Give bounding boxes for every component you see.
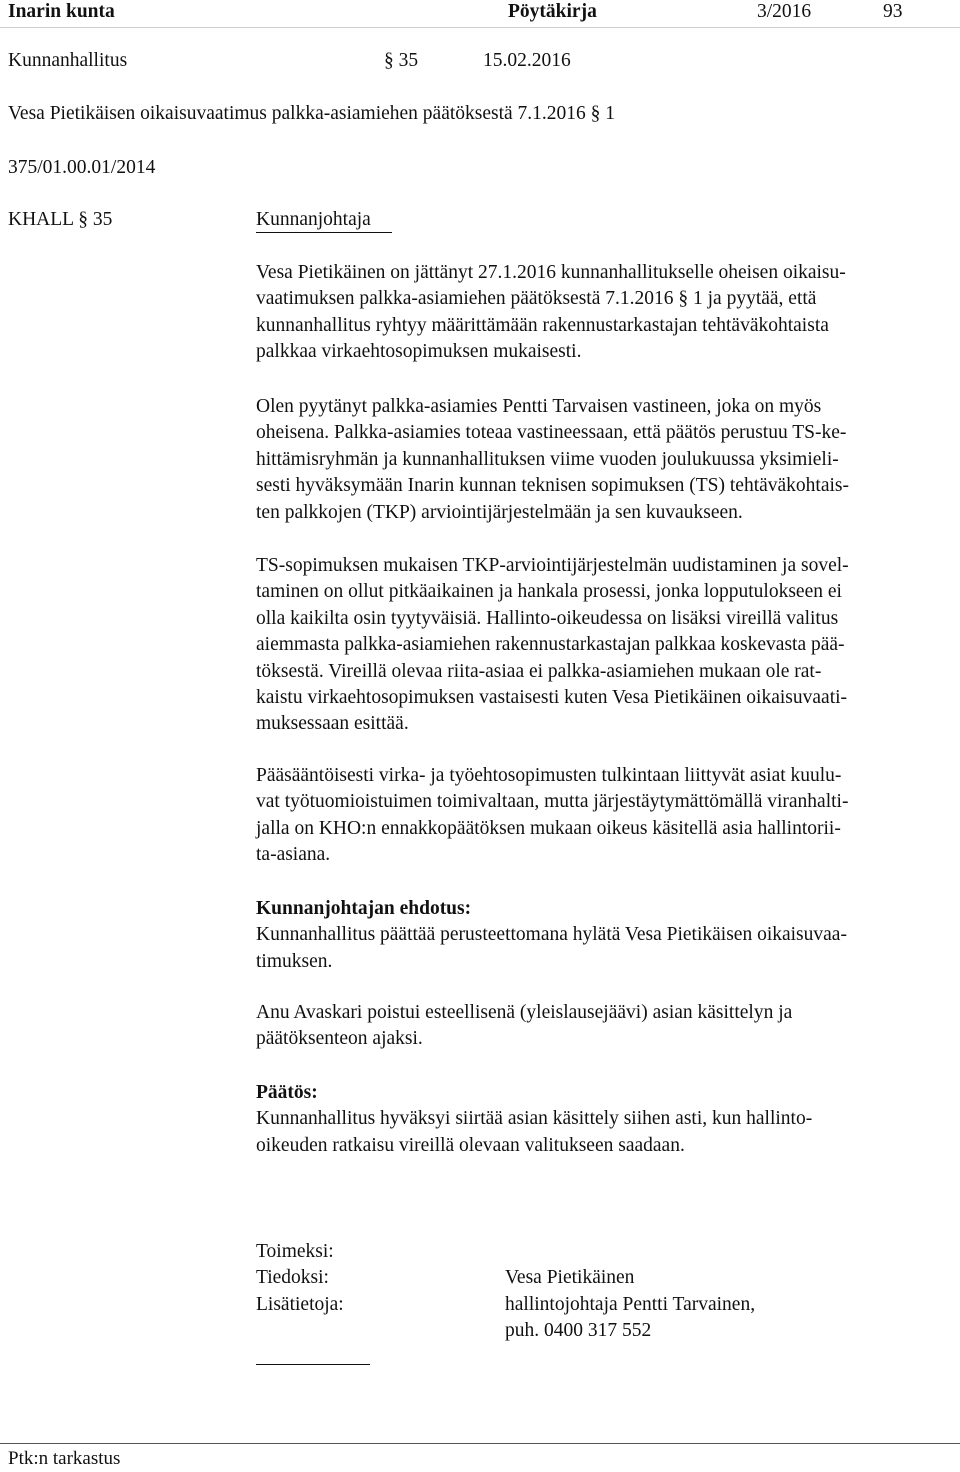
organ-name: Kunnanhallitus xyxy=(8,50,128,71)
paragraph-line: Olen pyytänyt palkka-asiamies Pentti Tarvaisen vastineen, joka on myös xyxy=(256,396,822,417)
document-number: 3/2016 xyxy=(757,1,812,22)
paragraph-line: sesti hyväksymään Inarin kunnan teknisen sopimuksen (TS) tehtäväkohtais- xyxy=(256,475,849,497)
paragraph-line: Vesa Pietikäinen on jättänyt 27.1.2016 kunnanhallitukselle oheisen oikaisu- xyxy=(256,262,846,283)
paragraph-line: jalla on KHO:n ennakkopäätöksen mukaan oikeus käsitellä asia hallintorii- xyxy=(256,817,841,839)
lisatietoja-phone: puh. 0400 317 552 xyxy=(505,1320,652,1341)
meeting-date: 15.02.2016 xyxy=(483,50,571,71)
paragraph-line: vat työtuomioistuimen toimivaltaan, mutta järjestäytymättömällä viranhalti- xyxy=(256,791,849,813)
paragraph-line: kaistu virkaehtosopimuksen vastaisesti kuten Vesa Pietikäinen oikaisuvaati- xyxy=(256,686,848,708)
paragraph-line: TS-sopimuksen mukaisen TKP-arviointijärjestelmän uudistaminen ja sovel- xyxy=(256,555,849,576)
proposal-line: timuksen. xyxy=(256,950,333,972)
paragraph-3 xyxy=(256,553,956,738)
disqualification-note xyxy=(256,1000,956,1053)
footer-check-label: Ptk:n tarkastus xyxy=(8,1448,121,1469)
paragraph-line: Pääsääntöisesti virka- ja työehtosopimusten tulkintaan liittyvät asiat kuulu- xyxy=(256,765,842,786)
page-title: Vesa Pietikäisen oikaisuvaatimus palkka-asiamiehen päätöksestä 7.1.2016 § 1 xyxy=(8,103,616,124)
municipality-name: Inarin kunta xyxy=(8,1,115,22)
document-type: Pöytäkirja xyxy=(508,1,597,22)
paragraph-line: palkkaa virkaehtosopimuksen mukaisesti. xyxy=(256,341,582,363)
decision-heading: Päätös: xyxy=(256,1082,318,1103)
khall-reference: KHALL § 35 xyxy=(8,209,113,230)
paragraph-2 xyxy=(256,394,956,526)
presenter-label: Kunnanjohtaja xyxy=(256,209,371,230)
paragraph-line: ten palkkojen (TKP) arviointijärjestelmään ja sen kuvaukseen. xyxy=(256,501,743,523)
footer-divider xyxy=(0,1443,960,1444)
proposal-section xyxy=(256,896,956,975)
paragraph-line: olla kaikilta osin tyytyväisiä. Hallinto-oikeudessa on lisäksi vireillä valitus xyxy=(256,607,839,629)
page-number: 93 xyxy=(883,1,903,22)
paragraph-line: vaatimuksen palkka-asiamiehen päätöksestä 7.1.2016 § 1 ja pyytää, että xyxy=(256,288,817,310)
signature-line xyxy=(256,1364,370,1365)
case-number: 375/01.00.01/2014 xyxy=(8,157,156,178)
paragraph-line: hittämisryhmän ja kunnanhallituksen viime vuoden joulukuussa yksimieli- xyxy=(256,448,839,470)
section-number: § 35 xyxy=(384,50,419,71)
presenter-underline xyxy=(256,232,392,233)
paragraph-line: oheisena. Palkka-asiamies toteaa vastineessaan, että päätös perustuu TS-ke- xyxy=(256,422,847,444)
paragraph-line: ta-asiana. xyxy=(256,844,331,866)
header-divider xyxy=(0,27,960,28)
proposal-heading: Kunnanjohtajan ehdotus: xyxy=(256,898,472,919)
paragraph-line: kunnanhallitus ryhtyy määrittämään rakennustarkastajan tehtäväkohtaista xyxy=(256,314,829,336)
paragraph-4 xyxy=(256,763,956,869)
disqualification-line: Anu Avaskari poistui esteellisenä (yleislausejäävi) asian käsittelyn ja xyxy=(256,1002,793,1023)
toimeksi-label: Toimeksi: xyxy=(256,1241,334,1262)
tiedoksi-label: Tiedoksi: xyxy=(256,1267,329,1288)
paragraph-line: taminen on ollut pitkäaikainen ja hankala prosessi, jonka lopputulokseen ei xyxy=(256,581,842,603)
lisatietoja-label: Lisätietoja: xyxy=(256,1294,344,1315)
proposal-line: Kunnanhallitus päättää perusteettomana hylätä Vesa Pietikäisen oikaisuvaa- xyxy=(256,924,847,946)
paragraph-line: aiemmasta palkka-asiamiehen rakennustarkastajan palkkaa koskevasta pää- xyxy=(256,634,845,656)
paragraph-line: töksestä. Vireillä olevaa riita-asiaa ei palkka-asiamiehen mukaan ole rat- xyxy=(256,660,822,682)
disqualification-line: päätöksenteon ajaksi. xyxy=(256,1028,423,1050)
decision-line: Kunnanhallitus hyväksyi siirtää asian käsittely siihen asti, kun hallinto- xyxy=(256,1108,813,1130)
tiedoksi-value: Vesa Pietikäinen xyxy=(505,1267,635,1288)
lisatietoja-contact: hallintojohtaja Pentti Tarvainen, xyxy=(505,1294,756,1315)
paragraph-1 xyxy=(256,260,956,366)
paragraph-line: muksessaan esittää. xyxy=(256,713,409,735)
decision-line: oikeuden ratkaisu vireillä olevaan valitukseen saadaan. xyxy=(256,1134,685,1156)
decision-section xyxy=(256,1080,956,1159)
